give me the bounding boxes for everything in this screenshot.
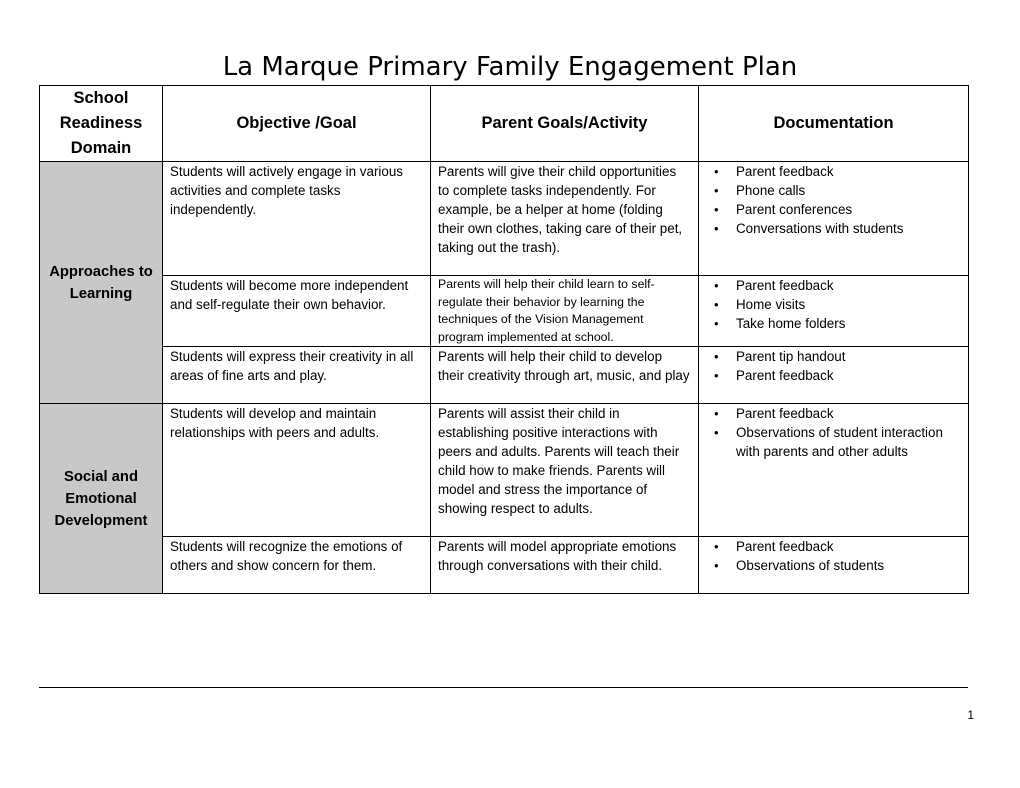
header-documentation: Documentation (699, 86, 969, 162)
documentation-list (706, 404, 961, 461)
documentation-list (706, 276, 961, 333)
table-row (40, 276, 969, 347)
document-title: La Marque Primary Family Engagement Plan (222, 52, 798, 82)
header-domain: School Readiness Domain (40, 86, 163, 162)
list-item: • Home visits (736, 295, 961, 314)
documentation-cell (699, 347, 969, 404)
documentation-cell (699, 537, 969, 594)
table-row (40, 347, 969, 404)
domain-cell-social-emotional: Social and Emotional Development (40, 404, 163, 594)
table-row (40, 404, 969, 537)
list-item: • Parent conferences (736, 200, 961, 219)
documentation-list (706, 347, 961, 385)
list-item: • Parent feedback (736, 366, 961, 385)
table-row (40, 537, 969, 594)
objective-cell: Students will develop and maintain relationships with peers and adults. (163, 404, 431, 537)
header-objective: Objective /Goal (163, 86, 431, 162)
footer-divider (39, 687, 968, 688)
list-item: • Conversations with students (736, 219, 961, 238)
documentation-list (706, 537, 961, 575)
list-item: • Parent feedback (736, 537, 961, 556)
parent-activity-cell: Parents will help their child to develop their creativity through art, music, and play (431, 347, 699, 404)
list-item: • Parent feedback (736, 404, 961, 423)
parent-activity-cell: Parents will assist their child in establishing positive interactions with peers and adults. Parents will teach their child how to make friends. Parents will model and stress the importance of showing respect to adults. (431, 404, 699, 537)
list-item: • Parent feedback (736, 162, 961, 181)
parent-activity-cell: Parents will give their child opportunities to complete tasks independently. For example, be a helper at home (folding their own clothes, taking care of their pet, taking out the trash). (431, 162, 699, 276)
page-number: 1 (967, 708, 974, 722)
documentation-cell (699, 162, 969, 276)
engagement-plan-table (39, 85, 969, 594)
domain-cell-approaches: Approaches to Learning (40, 162, 163, 404)
list-item: • Take home folders (736, 314, 961, 333)
objective-cell: Students will express their creativity in all areas of fine arts and play. (163, 347, 431, 404)
list-item: • Observations of student interaction with parents and other adults (736, 423, 961, 461)
documentation-list (706, 162, 961, 238)
header-row (40, 86, 969, 162)
documentation-cell (699, 276, 969, 347)
list-item: • Parent tip handout (736, 347, 961, 366)
table-row (40, 162, 969, 276)
objective-cell: Students will become more independent and self-regulate their own behavior. (163, 276, 431, 347)
header-parent-activity: Parent Goals/Activity (431, 86, 699, 162)
parent-activity-cell: Parents will model appropriate emotions through conversations with their child. (431, 537, 699, 594)
objective-cell: Students will recognize the emotions of others and show concern for them. (163, 537, 431, 594)
documentation-cell (699, 404, 969, 537)
list-item: • Observations of students (736, 556, 961, 575)
parent-activity-cell: Parents will help their child learn to self-regulate their behavior by learning the techniques of the Vision Management program implemented at school. (431, 276, 699, 347)
objective-cell: Students will actively engage in various activities and complete tasks independently. (163, 162, 431, 276)
list-item: • Phone calls (736, 181, 961, 200)
list-item: • Parent feedback (736, 276, 961, 295)
